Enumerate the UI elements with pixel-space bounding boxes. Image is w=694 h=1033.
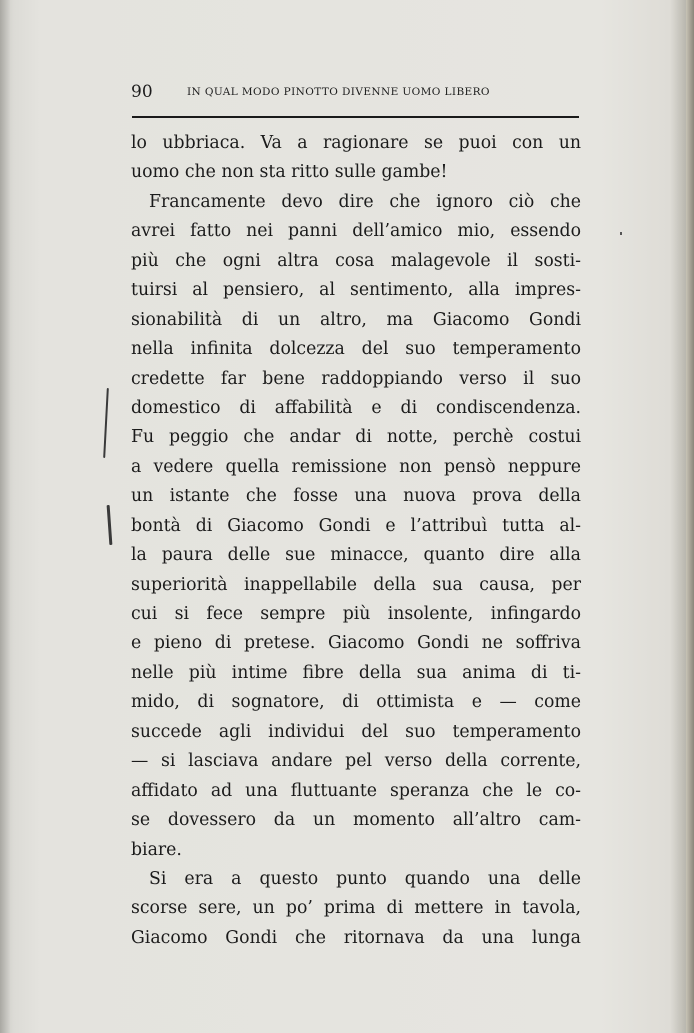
- text-line: Giacomo Gondi che ritornava da una lunga: [131, 927, 581, 948]
- text-line: uomo che non sta ritto sulle gambe!: [131, 162, 448, 183]
- text-line: e pieno di pretese. Giacomo Gondi ne soffriva: [131, 633, 581, 654]
- text-line: scorse sere, un po’ prima di mettere in tavola,: [131, 898, 581, 919]
- text-line: domestico di affabilità e di condiscendenza.: [131, 397, 581, 418]
- margin-pencil-mark: [107, 505, 113, 545]
- page-number: 90: [131, 82, 153, 102]
- running-title: IN QUAL MODO PINOTTO DIVENNE UOMO LIBERO: [187, 86, 490, 98]
- text-line: biare.: [131, 839, 182, 860]
- text-line: la paura delle sue minacce, quanto dire alla: [131, 545, 581, 566]
- text-line: superiorità inappellabile della sua causa, per: [131, 574, 581, 595]
- text-line: credette far bene raddoppiando verso il suo: [131, 368, 581, 389]
- text-line: più che ogni altra cosa malagevole il sosti-: [131, 250, 581, 271]
- text-line: Si era a questo punto quando una delle: [149, 868, 581, 889]
- margin-pencil-mark: [103, 388, 109, 458]
- text-line: un istante che fosse una nuova prova della: [131, 486, 581, 507]
- body-text: [131, 129, 581, 953]
- text-line: affidato ad una fluttuante speranza che le co-: [131, 780, 581, 801]
- text-line: mido, di sognatore, di ottimista e — come: [131, 692, 581, 713]
- text-line: nella infinita dolcezza del suo temperamento: [131, 339, 581, 360]
- text-line: se dovessero da un momento all’altro cam-: [131, 810, 581, 831]
- text-line: succede agli individui del suo temperamento: [131, 721, 581, 742]
- page-left-edge: [0, 0, 10, 1033]
- text-line: — si lasciava andare pel verso della corrente,: [131, 751, 581, 772]
- text-line: tuirsi al pensiero, al sentimento, alla impres-: [131, 280, 581, 301]
- text-line: nelle più intime fibre della sua anima di ti-: [131, 662, 581, 683]
- page-header: [131, 82, 579, 104]
- text-line: a vedere quella remissione non pensò neppure: [131, 456, 581, 477]
- header-rule: [132, 116, 579, 118]
- margin-dot-mark: [620, 232, 622, 235]
- page-right-edge: [686, 0, 694, 1033]
- text-line: Fu peggio che andar di notte, perchè costui: [131, 427, 581, 448]
- text-line: cui si fece sempre più insolente, infingardo: [131, 604, 581, 624]
- text-line: avrei fatto nei panni dell’amico mio, essendo: [131, 221, 581, 242]
- text-line: lo ubbriaca. Va a ragionare se puoi con un: [131, 133, 581, 153]
- text-line: bontà di Giacomo Gondi e l’attribuì tutta al-: [131, 515, 581, 536]
- text-line: sionabilità di un altro, ma Giacomo Gondi: [131, 309, 581, 330]
- text-line: Francamente devo dire che ignoro ciò che: [149, 191, 581, 212]
